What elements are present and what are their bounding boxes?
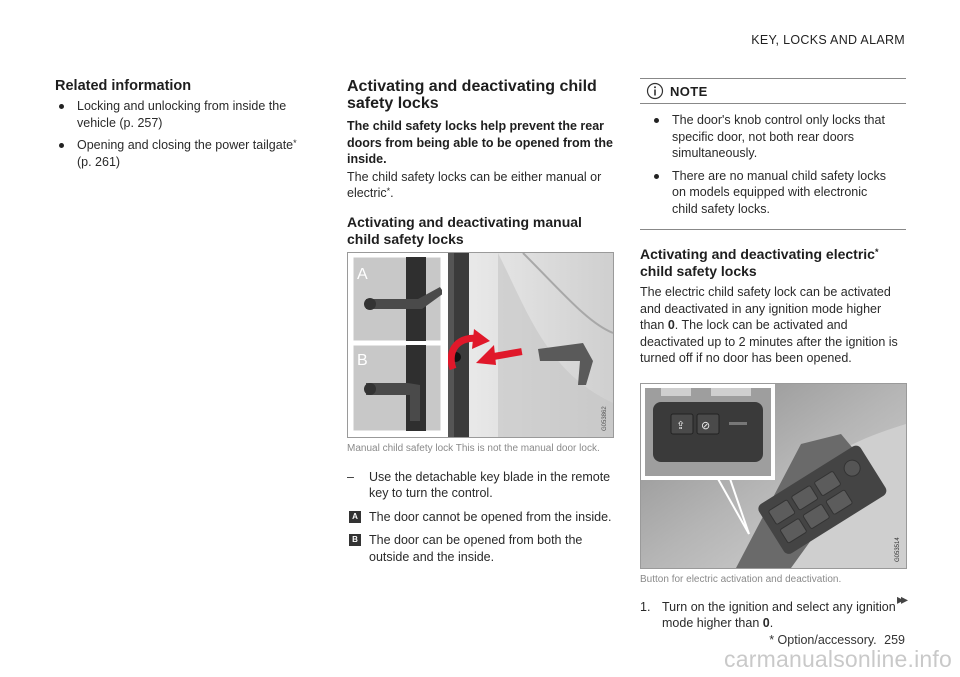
note-label: NOTE xyxy=(670,83,708,99)
info-icon xyxy=(646,82,664,100)
note-body xyxy=(640,104,906,229)
figure-code: G053514 xyxy=(895,536,901,562)
footer-note: * Option/accessory. xyxy=(769,633,877,647)
manual-step: – Use the detachable key blade in the remote key to turn the control. xyxy=(347,469,611,500)
electric-figure-caption: Button for electric activation and deactivation. xyxy=(640,573,842,585)
note-item: The door's knob control only locks that specific door, not both rear doors simultaneously. xyxy=(650,112,894,162)
figure-label-a: A xyxy=(357,265,368,283)
related-information-title: Related information xyxy=(55,78,192,94)
lock-glyph-right: ⊘ xyxy=(701,418,711,432)
legend-item-b: B The door can be opened from both the outside and the inside. xyxy=(347,532,614,565)
lock-glyph-left: ⇪ xyxy=(676,418,686,432)
electric-subsection-title: Activating and deactivating electric* child safety locks xyxy=(640,246,879,279)
note-header xyxy=(640,79,906,104)
legend-item-a: A The door cannot be opened from the inside. xyxy=(347,509,614,526)
electric-step-1: 1. Turn on the ignition and select any ignition mode higher than 0. xyxy=(640,599,896,630)
next-page-arrow-icon[interactable]: ▸▸ xyxy=(896,591,905,607)
section-title: Activating and deactivating child safety locks xyxy=(347,78,597,112)
manual-lock-illustration xyxy=(348,253,613,437)
note-list xyxy=(650,112,894,217)
manual-figure-caption: Manual child safety lock This is not the manual door lock. xyxy=(347,442,600,454)
related-information-list xyxy=(55,98,305,170)
section-intro: The child safety locks can be either manual or electric*. xyxy=(347,169,602,200)
page-footer xyxy=(769,633,905,647)
legend-tag-a: A xyxy=(349,511,361,523)
electric-button-figure xyxy=(640,383,907,569)
related-information-section xyxy=(55,78,305,176)
figure-label-b: B xyxy=(357,351,368,369)
section-lead: The child safety locks help prevent the rear doors from being able to be opened from the inside. xyxy=(347,119,613,166)
watermark: carmanualsonline.info xyxy=(724,646,952,672)
legend-tag-b: B xyxy=(349,534,361,546)
note-box xyxy=(640,78,906,230)
manual-subsection-title: Activating and deactivating manual child safety locks xyxy=(347,213,582,247)
child-safety-section xyxy=(347,78,614,572)
step-number: 1. xyxy=(640,599,651,614)
step-dash: – xyxy=(347,469,354,484)
running-header: KEY, LOCKS AND ALARM xyxy=(751,33,905,47)
electric-lock-illustration xyxy=(641,384,906,568)
related-link-tailgate[interactable]: Opening and closing the power tailgate* (p. 261) xyxy=(55,137,305,170)
note-and-electric-section xyxy=(640,78,906,639)
related-link-locking[interactable]: Locking and unlocking from inside the vehicle (p. 257) xyxy=(55,98,305,131)
note-item: There are no manual child safety locks on models equipped with electronic child safety locks. xyxy=(650,168,894,218)
page-number: 259 xyxy=(884,633,905,647)
figure-code: G053862 xyxy=(602,405,608,431)
option-asterisk: * xyxy=(293,138,297,148)
electric-body: The electric child safety lock can be activated and deactivated in any ignition mode higher than 0. The lock can be activated and deactivated up to 2 minutes after the ignition is turned off if no door has been opened. xyxy=(640,285,898,365)
manual-lock-figure xyxy=(347,252,614,438)
